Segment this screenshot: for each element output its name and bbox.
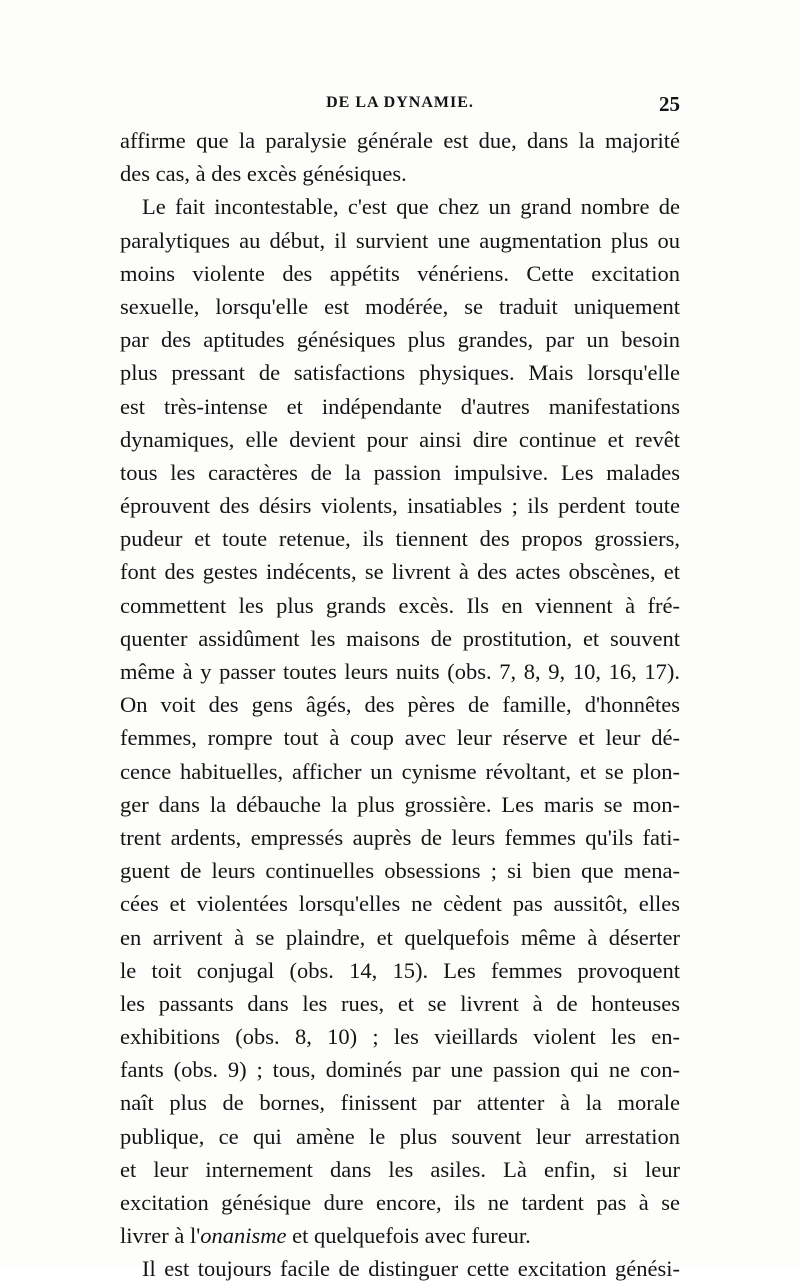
- text-line: exhibitions (obs. 8, 10) ; les vieillards violent les en-: [120, 1024, 680, 1050]
- text-line: par des aptitudes génésiques plus grandes, par un besoin: [120, 327, 680, 353]
- text-line: pudeur et toute retenue, ils tiennent des propos grossiers,: [120, 526, 680, 552]
- text-line: affirme que la paralysie générale est due, dans la majorité: [120, 128, 680, 153]
- text-line: excitation génésique dure encore, ils ne tardent pas à se: [120, 1190, 680, 1215]
- text-line: dynamiques, elle devient pour ainsi dire continue et revêt: [120, 426, 680, 452]
- text-line: en arrivent à se plaindre, et quelquefois même à déserter: [120, 924, 680, 950]
- text-line: On voit des gens âgés, des pères de famille, d'honnêtes: [120, 692, 680, 718]
- text-line: fants (obs. 9) ; tous, dominés par une passion qui ne con-: [120, 1057, 680, 1083]
- text-line: et leur internement dans les asiles. Là enfin, si leur: [120, 1156, 680, 1182]
- text-line: commettent les plus grands excès. Ils en viennent à fré-: [120, 592, 680, 618]
- text-line: plus pressant de satisfactions physiques. Mais lorsqu'elle: [120, 360, 680, 386]
- italic-term: onanisme: [200, 1223, 287, 1249]
- text-line: sexuelle, lorsqu'elle est modérée, se traduit uniquement: [120, 293, 680, 319]
- text-line: moins violente des appétits vénériens. Cette excitation: [120, 260, 680, 286]
- text-line: éprouvent des désirs violents, insatiables ; ils perdent toute: [120, 493, 680, 519]
- text-line-with-italic: [120, 1219, 680, 1252]
- text-line: naît plus de bornes, finissent par attenter à la morale: [120, 1090, 680, 1116]
- text-line: font des gestes indécents, se livrent à des actes obscènes, et: [120, 559, 680, 585]
- text-line: tous les caractères de la passion impulsive. Les malades: [120, 459, 680, 485]
- text-line: même à y passer toutes leurs nuits (obs. 7, 8, 9, 10, 16, 17).: [120, 659, 680, 684]
- running-title: DE LA DYNAMIE.: [326, 94, 474, 111]
- text-line: quenter assidûment les maisons de prostitution, et souvent: [120, 625, 680, 651]
- text-line: trent ardents, empressés auprès de leurs femmes qu'ils fati-: [120, 824, 680, 850]
- text-fragment: et quelquefois avec fureur.: [286, 1223, 531, 1249]
- running-head: [120, 92, 680, 116]
- page-number: 25: [659, 92, 680, 116]
- text-line: guent de leurs continuelles obsessions ; si bien que mena-: [120, 858, 680, 884]
- text-line: des cas, à des excès génésiques.: [120, 161, 407, 187]
- text-line: est très-intense et indépendante d'autres manifestations: [120, 393, 680, 419]
- text-line: Il est toujours facile de distinguer cette excitation génési-: [142, 1256, 680, 1282]
- text-line: le toit conjugal (obs. 14, 15). Les femmes provoquent: [120, 957, 680, 983]
- text-line: cées et violentées lorsqu'elles ne cèdent pas aussitôt, elles: [120, 891, 680, 917]
- text-line: Le fait incontestable, c'est que chez un grand nombre de: [142, 194, 680, 220]
- text-fragment: livrer à l': [120, 1223, 201, 1249]
- body-text: [120, 124, 680, 1286]
- text-line: femmes, rompre tout à coup avec leur réserve et leur dé-: [120, 725, 680, 751]
- text-line: paralytiques au début, il survient une augmentation plus ou: [120, 227, 680, 253]
- text-line: ger dans la débauche la plus grossière. Les maris se mon-: [120, 791, 680, 817]
- text-line: les passants dans les rues, et se livrent à de honteuses: [120, 990, 680, 1016]
- text-line: cence habituelles, afficher un cynisme révoltant, et se plon-: [120, 758, 680, 784]
- text-line: publique, ce qui amène le plus souvent leur arrestation: [120, 1123, 680, 1149]
